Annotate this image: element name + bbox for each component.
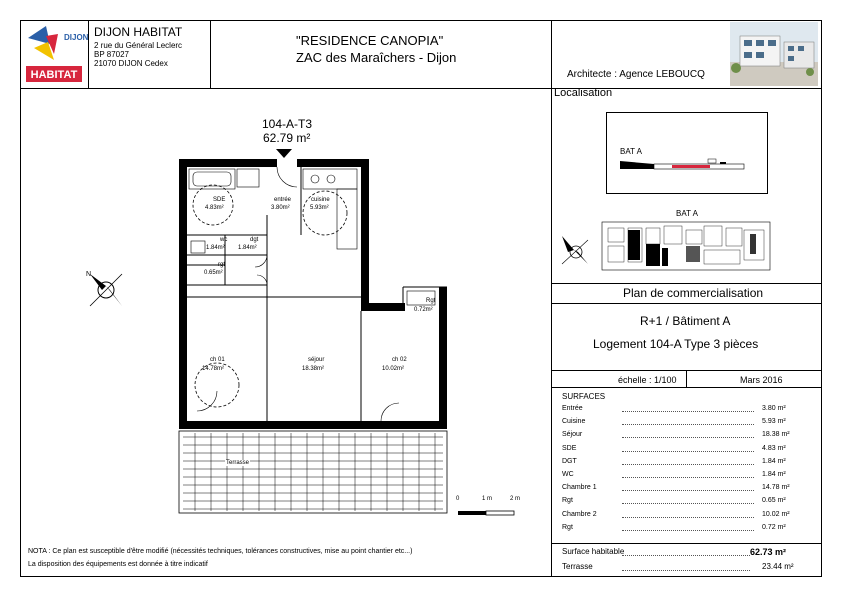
room-ch01-name: ch 01 — [210, 357, 225, 363]
surface-row-value: 1.84 m² — [762, 471, 786, 478]
key-plan-building — [620, 158, 744, 170]
room-sde-name: SDE — [213, 197, 226, 203]
room-rgt1-name: rgt — [218, 262, 226, 268]
svg-text:N: N — [86, 271, 92, 278]
room-cuisine-area: 5.93m² — [310, 205, 329, 211]
project-subtitle: ZAC des Maraîchers - Dijon — [296, 50, 457, 65]
commercial-level: R+1 / Bâtiment A — [640, 314, 731, 328]
scale-label: échelle : 1/100 — [618, 375, 677, 385]
project-title: "RESIDENCE CANOPIA" — [296, 33, 444, 48]
surface-row-value: 0.72 m² — [762, 523, 786, 531]
surface-row-value: 1.84 m² — [762, 457, 786, 465]
room-entree-name: entrée — [274, 197, 292, 203]
divider-total — [551, 543, 822, 544]
address-line-3: 21070 DIJON Cedex — [94, 59, 168, 68]
surface-row-label: Séjour — [562, 431, 583, 439]
scale-tick-0: 0 — [456, 496, 460, 502]
surface-row-label: Cuisine — [562, 418, 586, 426]
surface-row-label: Rgt — [562, 497, 573, 505]
surface-row-dots — [622, 437, 754, 438]
room-ch01-area: 14.78m² — [202, 366, 225, 372]
total-label: Surface habitable — [562, 547, 625, 556]
header-divider-2 — [210, 20, 211, 89]
room-ch02-name: ch 02 — [392, 357, 407, 363]
terrace-label: Terrasse — [226, 460, 250, 466]
surface-row-label: Rgt — [562, 523, 573, 531]
surface-row-dots — [622, 490, 754, 491]
scale-tick-2: 2 m — [510, 496, 521, 502]
surface-row-value: 3.80 m² — [762, 405, 786, 412]
room-rgt2-name: Rgt — [426, 298, 436, 304]
surface-row-dots — [622, 451, 754, 452]
site-plan — [600, 218, 772, 274]
room-sde-area: 4.83m² — [205, 205, 224, 211]
surface-row-value: 14.78 m² — [762, 484, 790, 492]
surface-row-label: WC — [562, 471, 574, 478]
note-line-2: La disposition des équipements est donnée à titre indicatif — [28, 561, 208, 568]
surface-row-dots — [622, 503, 754, 504]
dijon-habitat-logo — [24, 24, 89, 84]
scale-bar — [458, 504, 518, 512]
divider-commercial-mid — [551, 303, 822, 304]
site-north-arrow — [558, 234, 590, 266]
total-value: 62.73 m² — [750, 547, 787, 557]
surface-row-dots — [622, 464, 754, 465]
company-name: DIJON HABITAT — [94, 25, 183, 39]
architect-label: Architecte : Agence LEBOUCQ — [567, 69, 705, 80]
terrace-surface-value: 23.44 m² — [762, 562, 794, 571]
room-entree-area: 3.80m² — [271, 205, 290, 211]
key-plan-bat-label: BAT A — [620, 147, 642, 156]
surfaces-title: SURFACES — [562, 392, 606, 401]
surface-row-label: DGT — [562, 457, 577, 465]
surface-row-dots — [622, 411, 754, 412]
surface-row-dots — [622, 424, 754, 425]
header-divider-1 — [88, 20, 89, 89]
room-sejour-name: séjour — [308, 357, 325, 363]
terrace-surface-label: Terrasse — [562, 562, 593, 571]
surface-row-value: 0.65 m² — [762, 497, 786, 505]
surface-row-value: 4.83 m² — [762, 444, 786, 452]
surface-row-label: SDE — [562, 444, 577, 452]
plan-date: Mars 2016 — [740, 375, 783, 385]
surface-row-dots — [622, 477, 754, 478]
surface-row-dots — [622, 517, 754, 518]
room-ch02-area: 10.02m² — [382, 366, 405, 372]
unit-area: 62.79 m² — [263, 131, 311, 145]
room-dgt-area: 1.84m² — [238, 245, 257, 251]
room-cuisine-name: cuisine — [311, 197, 330, 203]
room-rgt2-area: 0.72m² — [414, 307, 433, 313]
divider-scale-bottom — [551, 387, 822, 388]
note-line-1: NOTA : Ce plan est susceptible d'être modifié (nécessités techniques, tolérances constructives, mise au point chantier etc...) — [28, 548, 413, 555]
surface-row-dots — [622, 530, 754, 531]
room-dgt-name: dgt — [250, 237, 259, 243]
terrace-dots — [622, 570, 750, 571]
surface-row-value: 5.93 m² — [762, 418, 786, 426]
total-dots — [622, 555, 750, 556]
surface-row-value: 18.38 m² — [762, 431, 790, 439]
address-line-1: 2 rue du Général Leclerc — [94, 41, 183, 50]
surface-row-label: Chambre 2 — [562, 510, 597, 518]
surface-row-label: Entrée — [562, 405, 583, 412]
room-rgt1-area: 0.65m² — [204, 270, 223, 276]
logo-bottom-text: HABITAT — [30, 69, 78, 81]
header-divider-3 — [551, 20, 552, 577]
unit-code: 104-A-T3 — [262, 117, 313, 131]
scale-date-divider — [686, 370, 687, 387]
site-plan-bat-label: BAT A — [676, 209, 698, 218]
building-thumbnail — [730, 22, 818, 86]
surface-row-value: 10.02 m² — [762, 510, 790, 518]
room-sejour-area: 18.38m² — [302, 366, 325, 372]
surface-row-label: Chambre 1 — [562, 484, 597, 492]
divider-commercial-top — [551, 283, 822, 284]
room-wc-name: wc — [220, 237, 228, 243]
commercial-unit: Logement 104-A Type 3 pièces — [593, 337, 759, 351]
localisation-title: Localisation — [554, 87, 613, 99]
scale-tick-1: 1 m — [482, 496, 493, 502]
commercial-title: Plan de commercialisation — [623, 286, 764, 300]
address-line-2: BP 87027 — [94, 50, 129, 59]
logo-top-text: DIJON — [64, 33, 89, 42]
room-wc-area: 1.84m² — [206, 245, 225, 251]
north-arrow-icon — [84, 268, 128, 312]
